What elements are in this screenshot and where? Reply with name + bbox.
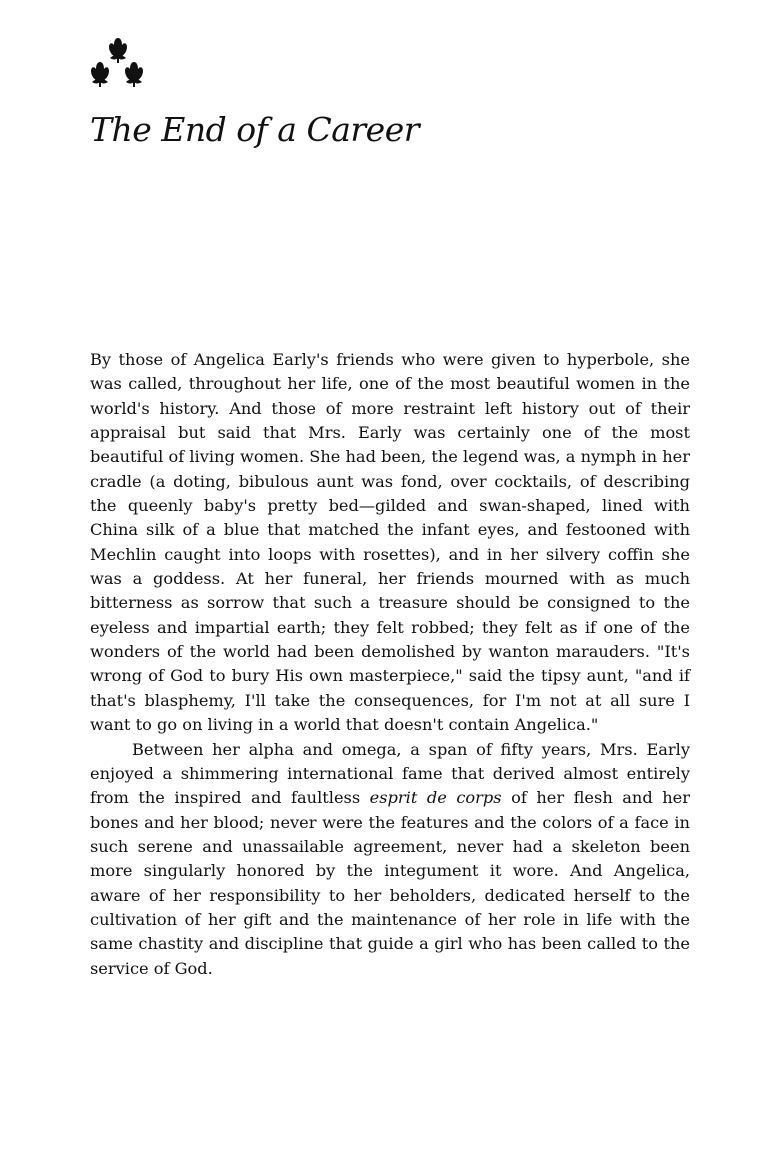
paragraph <box>90 738 690 981</box>
paragraph: By those of Angelica Early's friends who were given to hyperbole, she was called, throughout her life, one of the most beautiful women in the world's history. And those of more restraint left history out of their appraisal but said that Mrs. Early was certainly one of the most beautiful of living women. She had been, the legend was, a nymph in her cradle (a doting, bibulous aunt was fond, over cocktails, of describing the queenly baby's pretty bed—gilded and swan-shaped, lined with China silk of a blue that matched the infant eyes, and festooned with Mechlin caught into loops with rosettes), and in her silvery coffin she was a goddess. At her funeral, her friends mourned with as much bitterness as sorrow that such a treasure should be consigned to the eyeless and impartial earth; they felt robbed; they felt as if one of the wonders of the world had been demolished by wanton marauders. "It's wrong of God to bury His own masterpiece," said the tipsy aunt, "and if that's blasphemy, I'll take the consequences, for I'm not at all sure I want to go on living in a world that doesn't contain Angelica." <box>90 350 690 735</box>
italic-phrase: esprit de corps <box>369 788 502 808</box>
three-flower-fleuron-icon <box>88 36 148 88</box>
paragraph-text: of her flesh and her bones and her blood; never were the features and the colors of a face in such serene and unassailable agreement, never had a skeleton been more singularly honored by the integument it wore. And Angelica, aware of her responsibility to her beholders, dedicated herself to the cultivation of her gift and the maintenance of her role in life with the same chastity and discipline that guide a girl who has been called to the service of God. <box>90 788 690 978</box>
chapter-body <box>90 348 690 981</box>
chapter-title: The End of a Career <box>90 110 420 149</box>
paragraph-text: Between her alpha and omega, a span of fifty years, Mrs. Early enjoyed a shimmering international fame that derived almost entirely from the inspired and faultless <box>90 739 690 808</box>
